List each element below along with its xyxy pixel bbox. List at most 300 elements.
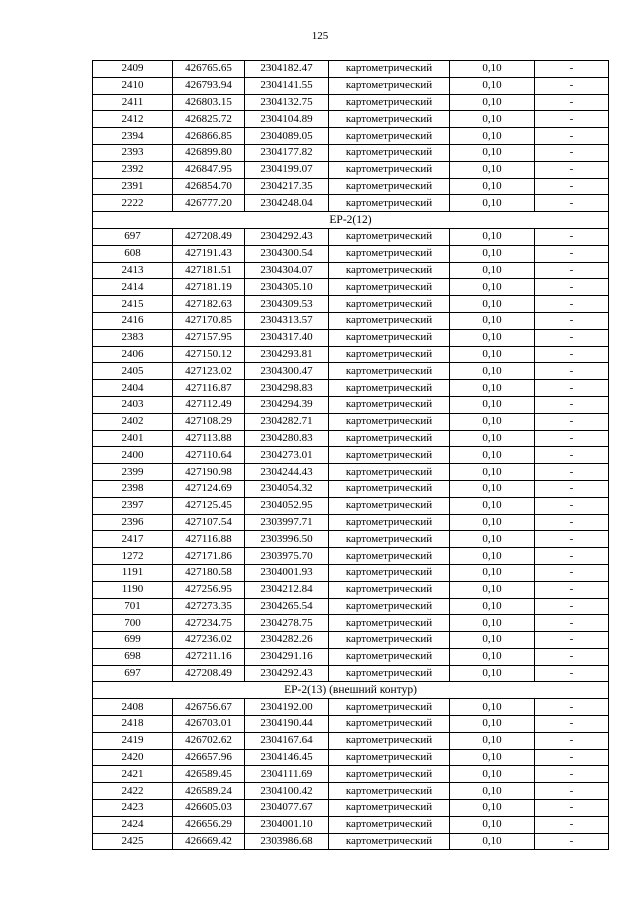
y-coordinate-cell: 2304077.67 <box>245 800 329 817</box>
x-coordinate-cell: 427107.54 <box>173 514 245 531</box>
x-coordinate-cell: 426605.03 <box>173 800 245 817</box>
method-cell: картометрический <box>329 598 450 615</box>
point-number-cell: 2406 <box>93 346 173 363</box>
note-cell: - <box>535 833 609 850</box>
table-row <box>93 245 609 262</box>
note-cell: - <box>535 514 609 531</box>
method-cell: картометрический <box>329 413 450 430</box>
x-coordinate-cell: 427181.51 <box>173 262 245 279</box>
point-number-cell: 2403 <box>93 396 173 413</box>
method-cell: картометрический <box>329 497 450 514</box>
accuracy-cell: 0,10 <box>450 228 535 245</box>
note-cell: - <box>535 665 609 682</box>
y-coordinate-cell: 2304294.39 <box>245 396 329 413</box>
point-number-cell: 700 <box>93 615 173 632</box>
note-cell: - <box>535 262 609 279</box>
accuracy-cell: 0,10 <box>450 380 535 397</box>
accuracy-cell: 0,10 <box>450 296 535 313</box>
x-coordinate-cell: 427211.16 <box>173 648 245 665</box>
method-cell: картометрический <box>329 766 450 783</box>
y-coordinate-cell: 2304001.10 <box>245 816 329 833</box>
note-cell: - <box>535 296 609 313</box>
method-cell: картометрический <box>329 564 450 581</box>
accuracy-cell: 0,10 <box>450 531 535 548</box>
point-number-cell: 2398 <box>93 480 173 497</box>
method-cell: картометрический <box>329 128 450 145</box>
note-cell: - <box>535 766 609 783</box>
accuracy-cell: 0,10 <box>450 279 535 296</box>
method-cell: картометрический <box>329 312 450 329</box>
accuracy-cell: 0,10 <box>450 346 535 363</box>
note-cell: - <box>535 329 609 346</box>
point-number-cell: 2393 <box>93 144 173 161</box>
x-coordinate-cell: 426702.62 <box>173 732 245 749</box>
point-number-cell: 2423 <box>93 800 173 817</box>
y-coordinate-cell: 2304278.75 <box>245 615 329 632</box>
note-cell: - <box>535 178 609 195</box>
y-coordinate-cell: 2304248.04 <box>245 195 329 212</box>
x-coordinate-cell: 426589.24 <box>173 783 245 800</box>
point-number-cell: 699 <box>93 632 173 649</box>
accuracy-cell: 0,10 <box>450 749 535 766</box>
x-coordinate-cell: 427181.19 <box>173 279 245 296</box>
table-row <box>93 783 609 800</box>
point-number-cell: 2402 <box>93 413 173 430</box>
table-row <box>93 296 609 313</box>
x-coordinate-cell: 426703.01 <box>173 716 245 733</box>
x-coordinate-cell: 427208.49 <box>173 228 245 245</box>
y-coordinate-cell: 2304313.57 <box>245 312 329 329</box>
y-coordinate-cell: 2303996.50 <box>245 531 329 548</box>
y-coordinate-cell: 2304317.40 <box>245 329 329 346</box>
table-row <box>93 77 609 94</box>
x-coordinate-cell: 427113.88 <box>173 430 245 447</box>
accuracy-cell: 0,10 <box>450 783 535 800</box>
point-number-cell: 2419 <box>93 732 173 749</box>
accuracy-cell: 0,10 <box>450 564 535 581</box>
accuracy-cell: 0,10 <box>450 615 535 632</box>
note-cell: - <box>535 363 609 380</box>
note-cell: - <box>535 279 609 296</box>
coordinates-table <box>92 60 609 850</box>
method-cell: картометрический <box>329 749 450 766</box>
table-row <box>93 195 609 212</box>
point-number-cell: 2425 <box>93 833 173 850</box>
method-cell: картометрический <box>329 346 450 363</box>
point-number-cell: 2399 <box>93 464 173 481</box>
accuracy-cell: 0,10 <box>450 548 535 565</box>
method-cell: картометрический <box>329 632 450 649</box>
y-coordinate-cell: 2304104.89 <box>245 111 329 128</box>
method-cell: картометрический <box>329 195 450 212</box>
note-cell: - <box>535 144 609 161</box>
x-coordinate-cell: 427150.12 <box>173 346 245 363</box>
point-number-cell: 2420 <box>93 749 173 766</box>
method-cell: картометрический <box>329 380 450 397</box>
point-number-cell: 2392 <box>93 161 173 178</box>
x-coordinate-cell: 426589.45 <box>173 766 245 783</box>
note-cell: - <box>535 564 609 581</box>
point-number-cell: 2415 <box>93 296 173 313</box>
y-coordinate-cell: 2304280.83 <box>245 430 329 447</box>
accuracy-cell: 0,10 <box>450 363 535 380</box>
table-row <box>93 464 609 481</box>
accuracy-cell: 0,10 <box>450 464 535 481</box>
accuracy-cell: 0,10 <box>450 245 535 262</box>
table-row <box>93 380 609 397</box>
page-number: 125 <box>311 30 329 42</box>
x-coordinate-cell: 426669.42 <box>173 833 245 850</box>
y-coordinate-cell: 2304212.84 <box>245 581 329 598</box>
point-number-cell: 2401 <box>93 430 173 447</box>
y-coordinate-cell: 2304265.54 <box>245 598 329 615</box>
point-number-cell: 1191 <box>93 564 173 581</box>
y-coordinate-cell: 2304300.47 <box>245 363 329 380</box>
x-coordinate-cell: 427236.02 <box>173 632 245 649</box>
note-cell: - <box>535 800 609 817</box>
x-coordinate-cell: 426866.85 <box>173 128 245 145</box>
method-cell: картометрический <box>329 447 450 464</box>
note-cell: - <box>535 312 609 329</box>
table-row <box>93 665 609 682</box>
accuracy-cell: 0,10 <box>450 195 535 212</box>
x-coordinate-cell: 426793.94 <box>173 77 245 94</box>
accuracy-cell: 0,10 <box>450 128 535 145</box>
accuracy-cell: 0,10 <box>450 833 535 850</box>
table-row <box>93 111 609 128</box>
x-coordinate-cell: 427157.95 <box>173 329 245 346</box>
table-row <box>93 447 609 464</box>
accuracy-cell: 0,10 <box>450 447 535 464</box>
table-row <box>93 161 609 178</box>
note-cell: - <box>535 749 609 766</box>
method-cell: картометрический <box>329 833 450 850</box>
method-cell: картометрический <box>329 716 450 733</box>
x-coordinate-cell: 427256.95 <box>173 581 245 598</box>
x-coordinate-cell: 426656.29 <box>173 816 245 833</box>
note-cell: - <box>535 816 609 833</box>
y-coordinate-cell: 2304199.07 <box>245 161 329 178</box>
x-coordinate-cell: 427234.75 <box>173 615 245 632</box>
note-cell: - <box>535 195 609 212</box>
note-cell: - <box>535 732 609 749</box>
method-cell: картометрический <box>329 581 450 598</box>
method-cell: картометрический <box>329 363 450 380</box>
table-row <box>93 615 609 632</box>
method-cell: картометрический <box>329 228 450 245</box>
method-cell: картометрический <box>329 61 450 78</box>
table-row <box>93 648 609 665</box>
point-number-cell: 2424 <box>93 816 173 833</box>
accuracy-cell: 0,10 <box>450 581 535 598</box>
y-coordinate-cell: 2304052.95 <box>245 497 329 514</box>
section-label: ЕР-2(13) (внешний контур) <box>93 682 609 699</box>
accuracy-cell: 0,10 <box>450 178 535 195</box>
x-coordinate-cell: 427191.43 <box>173 245 245 262</box>
x-coordinate-cell: 426803.15 <box>173 94 245 111</box>
point-number-cell: 2417 <box>93 531 173 548</box>
table-row <box>93 548 609 565</box>
table-row <box>93 833 609 850</box>
table-row <box>93 480 609 497</box>
note-cell: - <box>535 346 609 363</box>
y-coordinate-cell: 2304291.16 <box>245 648 329 665</box>
x-coordinate-cell: 426777.20 <box>173 195 245 212</box>
accuracy-cell: 0,10 <box>450 329 535 346</box>
accuracy-cell: 0,10 <box>450 648 535 665</box>
note-cell: - <box>535 598 609 615</box>
note-cell: - <box>535 716 609 733</box>
point-number-cell: 2418 <box>93 716 173 733</box>
y-coordinate-cell: 2304177.82 <box>245 144 329 161</box>
y-coordinate-cell: 2304304.07 <box>245 262 329 279</box>
table-row <box>93 816 609 833</box>
accuracy-cell: 0,10 <box>450 766 535 783</box>
point-number-cell: 2400 <box>93 447 173 464</box>
table-row <box>93 312 609 329</box>
y-coordinate-cell: 2304309.53 <box>245 296 329 313</box>
table-row <box>93 329 609 346</box>
x-coordinate-cell: 426854.70 <box>173 178 245 195</box>
accuracy-cell: 0,10 <box>450 699 535 716</box>
accuracy-cell: 0,10 <box>450 413 535 430</box>
x-coordinate-cell: 427123.02 <box>173 363 245 380</box>
method-cell: картометрический <box>329 77 450 94</box>
note-cell: - <box>535 699 609 716</box>
coordinates-table-body <box>93 61 609 850</box>
note-cell: - <box>535 61 609 78</box>
table-row <box>93 581 609 598</box>
method-cell: картометрический <box>329 800 450 817</box>
point-number-cell: 2422 <box>93 783 173 800</box>
x-coordinate-cell: 426847.95 <box>173 161 245 178</box>
y-coordinate-cell: 2304244.43 <box>245 464 329 481</box>
note-cell: - <box>535 413 609 430</box>
point-number-cell: 2383 <box>93 329 173 346</box>
note-cell: - <box>535 648 609 665</box>
x-coordinate-cell: 427182.63 <box>173 296 245 313</box>
section-header-row <box>93 212 609 229</box>
accuracy-cell: 0,10 <box>450 94 535 111</box>
method-cell: картометрический <box>329 178 450 195</box>
point-number-cell: 2222 <box>93 195 173 212</box>
accuracy-cell: 0,10 <box>450 716 535 733</box>
point-number-cell: 1190 <box>93 581 173 598</box>
method-cell: картометрический <box>329 430 450 447</box>
note-cell: - <box>535 228 609 245</box>
accuracy-cell: 0,10 <box>450 262 535 279</box>
y-coordinate-cell: 2304293.81 <box>245 346 329 363</box>
accuracy-cell: 0,10 <box>450 161 535 178</box>
method-cell: картометрический <box>329 296 450 313</box>
section-label: ЕР-2(12) <box>93 212 609 229</box>
table-row <box>93 144 609 161</box>
point-number-cell: 697 <box>93 228 173 245</box>
point-number-cell: 701 <box>93 598 173 615</box>
method-cell: картометрический <box>329 699 450 716</box>
x-coordinate-cell: 427171.86 <box>173 548 245 565</box>
y-coordinate-cell: 2304190.44 <box>245 716 329 733</box>
note-cell: - <box>535 632 609 649</box>
y-coordinate-cell: 2303997.71 <box>245 514 329 531</box>
table-row <box>93 430 609 447</box>
method-cell: картометрический <box>329 531 450 548</box>
x-coordinate-cell: 427170.85 <box>173 312 245 329</box>
point-number-cell: 2396 <box>93 514 173 531</box>
table-row <box>93 716 609 733</box>
accuracy-cell: 0,10 <box>450 144 535 161</box>
note-cell: - <box>535 783 609 800</box>
x-coordinate-cell: 426657.96 <box>173 749 245 766</box>
table-row <box>93 228 609 245</box>
table-row <box>93 61 609 78</box>
x-coordinate-cell: 426825.72 <box>173 111 245 128</box>
note-cell: - <box>535 111 609 128</box>
y-coordinate-cell: 2304305.10 <box>245 279 329 296</box>
point-number-cell: 697 <box>93 665 173 682</box>
point-number-cell: 698 <box>93 648 173 665</box>
table-row <box>93 178 609 195</box>
point-number-cell: 2414 <box>93 279 173 296</box>
x-coordinate-cell: 427190.98 <box>173 464 245 481</box>
note-cell: - <box>535 430 609 447</box>
accuracy-cell: 0,10 <box>450 396 535 413</box>
note-cell: - <box>535 77 609 94</box>
method-cell: картометрический <box>329 161 450 178</box>
y-coordinate-cell: 2304282.26 <box>245 632 329 649</box>
table-row <box>93 413 609 430</box>
point-number-cell: 2397 <box>93 497 173 514</box>
accuracy-cell: 0,10 <box>450 632 535 649</box>
accuracy-cell: 0,10 <box>450 61 535 78</box>
x-coordinate-cell: 427125.45 <box>173 497 245 514</box>
table-row <box>93 346 609 363</box>
accuracy-cell: 0,10 <box>450 665 535 682</box>
accuracy-cell: 0,10 <box>450 514 535 531</box>
table-row <box>93 94 609 111</box>
x-coordinate-cell: 427108.29 <box>173 413 245 430</box>
table-row <box>93 262 609 279</box>
y-coordinate-cell: 2304111.69 <box>245 766 329 783</box>
accuracy-cell: 0,10 <box>450 598 535 615</box>
method-cell: картометрический <box>329 548 450 565</box>
table-row <box>93 699 609 716</box>
point-number-cell: 2409 <box>93 61 173 78</box>
point-number-cell: 608 <box>93 245 173 262</box>
note-cell: - <box>535 464 609 481</box>
table-row <box>93 766 609 783</box>
table-row <box>93 732 609 749</box>
y-coordinate-cell: 2303975.70 <box>245 548 329 565</box>
accuracy-cell: 0,10 <box>450 732 535 749</box>
table-row <box>93 598 609 615</box>
accuracy-cell: 0,10 <box>450 480 535 497</box>
method-cell: картометрический <box>329 94 450 111</box>
y-coordinate-cell: 2304217.35 <box>245 178 329 195</box>
method-cell: картометрический <box>329 144 450 161</box>
y-coordinate-cell: 2303986.68 <box>245 833 329 850</box>
y-coordinate-cell: 2304167.64 <box>245 732 329 749</box>
table-row <box>93 800 609 817</box>
accuracy-cell: 0,10 <box>450 312 535 329</box>
table-row <box>93 632 609 649</box>
point-number-cell: 2421 <box>93 766 173 783</box>
point-number-cell: 2416 <box>93 312 173 329</box>
x-coordinate-cell: 427124.69 <box>173 480 245 497</box>
note-cell: - <box>535 396 609 413</box>
x-coordinate-cell: 427208.49 <box>173 665 245 682</box>
y-coordinate-cell: 2304132.75 <box>245 94 329 111</box>
table-row <box>93 564 609 581</box>
method-cell: картометрический <box>329 615 450 632</box>
table-row <box>93 396 609 413</box>
table-row <box>93 363 609 380</box>
method-cell: картометрический <box>329 111 450 128</box>
y-coordinate-cell: 2304298.83 <box>245 380 329 397</box>
table-row <box>93 514 609 531</box>
method-cell: картометрический <box>329 262 450 279</box>
note-cell: - <box>535 447 609 464</box>
accuracy-cell: 0,10 <box>450 111 535 128</box>
accuracy-cell: 0,10 <box>450 77 535 94</box>
method-cell: картометрический <box>329 514 450 531</box>
x-coordinate-cell: 427112.49 <box>173 396 245 413</box>
note-cell: - <box>535 245 609 262</box>
note-cell: - <box>535 548 609 565</box>
method-cell: картометрический <box>329 648 450 665</box>
x-coordinate-cell: 427273.35 <box>173 598 245 615</box>
y-coordinate-cell: 2304141.55 <box>245 77 329 94</box>
y-coordinate-cell: 2304054.32 <box>245 480 329 497</box>
x-coordinate-cell: 426899.80 <box>173 144 245 161</box>
note-cell: - <box>535 128 609 145</box>
note-cell: - <box>535 94 609 111</box>
point-number-cell: 1272 <box>93 548 173 565</box>
note-cell: - <box>535 497 609 514</box>
y-coordinate-cell: 2304192.00 <box>245 699 329 716</box>
point-number-cell: 2404 <box>93 380 173 397</box>
y-coordinate-cell: 2304273.01 <box>245 447 329 464</box>
y-coordinate-cell: 2304001.93 <box>245 564 329 581</box>
note-cell: - <box>535 531 609 548</box>
x-coordinate-cell: 427116.88 <box>173 531 245 548</box>
table-row <box>93 128 609 145</box>
point-number-cell: 2391 <box>93 178 173 195</box>
accuracy-cell: 0,10 <box>450 497 535 514</box>
x-coordinate-cell: 427110.64 <box>173 447 245 464</box>
point-number-cell: 2408 <box>93 699 173 716</box>
note-cell: - <box>535 480 609 497</box>
note-cell: - <box>535 581 609 598</box>
y-coordinate-cell: 2304089.05 <box>245 128 329 145</box>
method-cell: картометрический <box>329 329 450 346</box>
point-number-cell: 2412 <box>93 111 173 128</box>
method-cell: картометрический <box>329 279 450 296</box>
method-cell: картометрический <box>329 396 450 413</box>
table-row <box>93 279 609 296</box>
x-coordinate-cell: 427180.58 <box>173 564 245 581</box>
note-cell: - <box>535 380 609 397</box>
x-coordinate-cell: 426765.65 <box>173 61 245 78</box>
section-header-row <box>93 682 609 699</box>
method-cell: картометрический <box>329 816 450 833</box>
x-coordinate-cell: 427116.87 <box>173 380 245 397</box>
method-cell: картометрический <box>329 665 450 682</box>
table-row <box>93 531 609 548</box>
point-number-cell: 2405 <box>93 363 173 380</box>
method-cell: картометрический <box>329 464 450 481</box>
table-row <box>93 497 609 514</box>
